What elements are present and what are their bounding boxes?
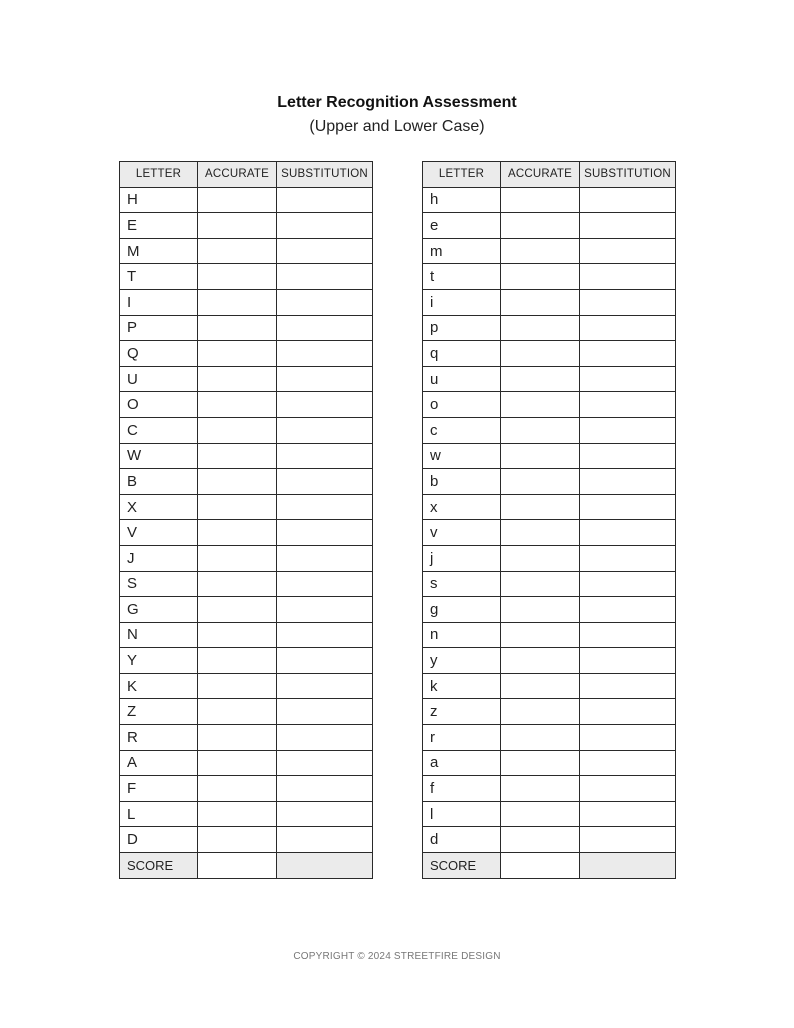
letter-cell: S bbox=[120, 571, 198, 597]
accurate-cell[interactable] bbox=[501, 494, 580, 520]
substitution-cell[interactable] bbox=[580, 341, 676, 367]
letter-cell: q bbox=[423, 341, 501, 367]
accurate-cell[interactable] bbox=[198, 341, 277, 367]
accurate-cell[interactable] bbox=[198, 750, 277, 776]
letter-row bbox=[423, 597, 676, 623]
substitution-cell[interactable] bbox=[277, 648, 373, 674]
substitution-cell[interactable] bbox=[277, 289, 373, 315]
letter-header: LETTER bbox=[120, 162, 198, 188]
letter-cell: w bbox=[423, 443, 501, 469]
accurate-cell[interactable] bbox=[198, 264, 277, 290]
letter-cell: c bbox=[423, 417, 501, 443]
letter-cell: n bbox=[423, 622, 501, 648]
substitution-cell[interactable] bbox=[580, 750, 676, 776]
letter-cell: z bbox=[423, 699, 501, 725]
letter-cell: j bbox=[423, 545, 501, 571]
letter-row bbox=[120, 776, 373, 802]
accurate-cell[interactable] bbox=[198, 571, 277, 597]
letter-cell: y bbox=[423, 648, 501, 674]
accurate-cell[interactable] bbox=[501, 469, 580, 495]
accurate-cell[interactable] bbox=[198, 520, 277, 546]
header-row bbox=[423, 162, 676, 188]
letter-cell: d bbox=[423, 827, 501, 853]
letter-cell: f bbox=[423, 776, 501, 802]
accurate-cell[interactable] bbox=[198, 213, 277, 239]
letter-cell: i bbox=[423, 289, 501, 315]
accurate-cell[interactable] bbox=[501, 673, 580, 699]
letter-row bbox=[423, 469, 676, 495]
accurate-cell[interactable] bbox=[198, 648, 277, 674]
substitution-cell[interactable] bbox=[580, 264, 676, 290]
letter-row bbox=[120, 699, 373, 725]
substitution-cell[interactable] bbox=[580, 443, 676, 469]
substitution-cell[interactable] bbox=[277, 725, 373, 751]
accurate-cell[interactable] bbox=[198, 443, 277, 469]
letter-row bbox=[120, 520, 373, 546]
letter-cell: e bbox=[423, 213, 501, 239]
score-accurate-cell[interactable] bbox=[198, 853, 277, 879]
accurate-cell[interactable] bbox=[198, 827, 277, 853]
letter-cell: N bbox=[120, 622, 198, 648]
accurate-cell[interactable] bbox=[501, 801, 580, 827]
letter-row bbox=[120, 827, 373, 853]
letter-cell: l bbox=[423, 801, 501, 827]
letter-cell: I bbox=[120, 289, 198, 315]
letter-row bbox=[423, 622, 676, 648]
accurate-cell[interactable] bbox=[198, 366, 277, 392]
score-shaded-cell bbox=[277, 853, 373, 879]
substitution-cell[interactable] bbox=[277, 341, 373, 367]
letter-row bbox=[120, 264, 373, 290]
copyright-footer: COPYRIGHT © 2024 STREETFIRE DESIGN bbox=[293, 951, 501, 962]
accurate-cell[interactable] bbox=[501, 264, 580, 290]
accurate-cell[interactable] bbox=[198, 315, 277, 341]
letter-cell: m bbox=[423, 238, 501, 264]
substitution-header: SUBSTITUTION bbox=[277, 162, 373, 188]
accurate-cell[interactable] bbox=[501, 289, 580, 315]
letter-row bbox=[423, 392, 676, 418]
accurate-cell[interactable] bbox=[198, 801, 277, 827]
letter-row bbox=[423, 238, 676, 264]
letter-cell: U bbox=[120, 366, 198, 392]
letter-row bbox=[120, 571, 373, 597]
substitution-cell[interactable] bbox=[277, 699, 373, 725]
substitution-cell[interactable] bbox=[277, 827, 373, 853]
substitution-cell[interactable] bbox=[580, 238, 676, 264]
score-shaded-cell bbox=[580, 853, 676, 879]
letter-cell: A bbox=[120, 750, 198, 776]
substitution-cell[interactable] bbox=[580, 366, 676, 392]
accurate-header: ACCURATE bbox=[501, 162, 580, 188]
accurate-cell[interactable] bbox=[501, 725, 580, 751]
letter-row bbox=[120, 801, 373, 827]
letter-row bbox=[423, 366, 676, 392]
letter-cell: J bbox=[120, 545, 198, 571]
letter-cell: F bbox=[120, 776, 198, 802]
substitution-cell[interactable] bbox=[580, 725, 676, 751]
letter-cell: B bbox=[120, 469, 198, 495]
letter-cell: V bbox=[120, 520, 198, 546]
accurate-cell[interactable] bbox=[198, 392, 277, 418]
accurate-cell[interactable] bbox=[198, 699, 277, 725]
letter-cell: W bbox=[120, 443, 198, 469]
substitution-cell[interactable] bbox=[277, 213, 373, 239]
substitution-cell[interactable] bbox=[277, 545, 373, 571]
letter-row bbox=[423, 750, 676, 776]
accurate-cell[interactable] bbox=[501, 545, 580, 571]
letter-cell: h bbox=[423, 187, 501, 213]
letter-row bbox=[120, 443, 373, 469]
letter-row bbox=[120, 622, 373, 648]
substitution-cell[interactable] bbox=[580, 213, 676, 239]
uppercase-rows bbox=[120, 187, 373, 852]
accurate-cell[interactable] bbox=[198, 597, 277, 623]
accurate-cell[interactable] bbox=[198, 289, 277, 315]
substitution-cell[interactable] bbox=[277, 315, 373, 341]
letter-cell: L bbox=[120, 801, 198, 827]
accurate-cell[interactable] bbox=[501, 238, 580, 264]
letter-cell: x bbox=[423, 494, 501, 520]
letter-row bbox=[423, 545, 676, 571]
score-row bbox=[423, 853, 676, 879]
substitution-cell[interactable] bbox=[277, 673, 373, 699]
accurate-cell[interactable] bbox=[501, 597, 580, 623]
letter-row bbox=[120, 213, 373, 239]
letter-cell: G bbox=[120, 597, 198, 623]
letter-row bbox=[120, 597, 373, 623]
substitution-cell[interactable] bbox=[277, 622, 373, 648]
accurate-cell[interactable] bbox=[198, 725, 277, 751]
letter-cell: H bbox=[120, 187, 198, 213]
accurate-cell[interactable] bbox=[501, 520, 580, 546]
letter-row bbox=[120, 366, 373, 392]
letter-row bbox=[423, 443, 676, 469]
letter-row bbox=[423, 417, 676, 443]
score-label: SCORE bbox=[423, 853, 501, 879]
substitution-cell[interactable] bbox=[277, 469, 373, 495]
letter-row bbox=[120, 187, 373, 213]
score-label: SCORE bbox=[120, 853, 198, 879]
letter-row bbox=[120, 469, 373, 495]
accurate-cell[interactable] bbox=[198, 238, 277, 264]
accurate-cell[interactable] bbox=[501, 648, 580, 674]
accurate-cell[interactable] bbox=[501, 417, 580, 443]
accurate-cell[interactable] bbox=[501, 776, 580, 802]
letter-row bbox=[423, 494, 676, 520]
letter-cell: Z bbox=[120, 699, 198, 725]
substitution-cell[interactable] bbox=[580, 545, 676, 571]
substitution-cell[interactable] bbox=[277, 571, 373, 597]
substitution-cell[interactable] bbox=[580, 187, 676, 213]
accurate-cell[interactable] bbox=[501, 571, 580, 597]
substitution-cell[interactable] bbox=[580, 469, 676, 495]
substitution-cell[interactable] bbox=[277, 392, 373, 418]
accurate-cell[interactable] bbox=[198, 622, 277, 648]
letter-row bbox=[423, 187, 676, 213]
page-title: Letter Recognition Assessment bbox=[277, 94, 517, 111]
score-row bbox=[120, 853, 373, 879]
header-row bbox=[120, 162, 373, 188]
substitution-header: SUBSTITUTION bbox=[580, 162, 676, 188]
letter-row bbox=[120, 392, 373, 418]
letter-row bbox=[120, 238, 373, 264]
substitution-cell[interactable] bbox=[580, 289, 676, 315]
score-accurate-cell[interactable] bbox=[501, 853, 580, 879]
lowercase-table bbox=[422, 161, 676, 879]
letter-cell: E bbox=[120, 213, 198, 239]
letter-row bbox=[423, 315, 676, 341]
accurate-cell[interactable] bbox=[501, 213, 580, 239]
letter-cell: K bbox=[120, 673, 198, 699]
accurate-header: ACCURATE bbox=[198, 162, 277, 188]
letter-cell: p bbox=[423, 315, 501, 341]
accurate-cell[interactable] bbox=[198, 187, 277, 213]
accurate-cell[interactable] bbox=[501, 341, 580, 367]
accurate-cell[interactable] bbox=[501, 443, 580, 469]
substitution-cell[interactable] bbox=[277, 238, 373, 264]
letter-row bbox=[423, 673, 676, 699]
letter-cell: Q bbox=[120, 341, 198, 367]
letter-row bbox=[423, 699, 676, 725]
letter-row bbox=[120, 725, 373, 751]
substitution-cell[interactable] bbox=[580, 776, 676, 802]
substitution-cell[interactable] bbox=[580, 827, 676, 853]
letter-cell: P bbox=[120, 315, 198, 341]
letter-row bbox=[423, 648, 676, 674]
letter-cell: O bbox=[120, 392, 198, 418]
letter-row bbox=[120, 289, 373, 315]
accurate-cell[interactable] bbox=[198, 417, 277, 443]
substitution-cell[interactable] bbox=[580, 520, 676, 546]
substitution-cell[interactable] bbox=[277, 443, 373, 469]
accurate-cell[interactable] bbox=[501, 750, 580, 776]
accurate-cell[interactable] bbox=[501, 827, 580, 853]
letter-cell: s bbox=[423, 571, 501, 597]
letter-row bbox=[423, 341, 676, 367]
accurate-cell[interactable] bbox=[501, 315, 580, 341]
substitution-cell[interactable] bbox=[580, 699, 676, 725]
substitution-cell[interactable] bbox=[277, 597, 373, 623]
accurate-cell[interactable] bbox=[198, 545, 277, 571]
substitution-cell[interactable] bbox=[580, 648, 676, 674]
letter-row bbox=[120, 750, 373, 776]
letter-cell: b bbox=[423, 469, 501, 495]
accurate-cell[interactable] bbox=[501, 392, 580, 418]
substitution-cell[interactable] bbox=[580, 597, 676, 623]
letter-cell: T bbox=[120, 264, 198, 290]
substitution-cell[interactable] bbox=[277, 776, 373, 802]
letter-cell: a bbox=[423, 750, 501, 776]
letter-row bbox=[423, 571, 676, 597]
accurate-cell[interactable] bbox=[501, 187, 580, 213]
uppercase-table bbox=[119, 161, 373, 879]
letter-header: LETTER bbox=[423, 162, 501, 188]
accurate-cell[interactable] bbox=[198, 494, 277, 520]
letter-row bbox=[120, 341, 373, 367]
letter-cell: C bbox=[120, 417, 198, 443]
accurate-cell[interactable] bbox=[501, 622, 580, 648]
letter-cell: g bbox=[423, 597, 501, 623]
letter-cell: Y bbox=[120, 648, 198, 674]
letter-row bbox=[120, 494, 373, 520]
substitution-cell[interactable] bbox=[277, 494, 373, 520]
substitution-cell[interactable] bbox=[277, 264, 373, 290]
letter-row bbox=[423, 827, 676, 853]
lowercase-rows bbox=[423, 187, 676, 852]
accurate-cell[interactable] bbox=[198, 776, 277, 802]
letter-row bbox=[423, 289, 676, 315]
substitution-cell[interactable] bbox=[580, 417, 676, 443]
letter-row bbox=[120, 545, 373, 571]
letter-row bbox=[423, 213, 676, 239]
accurate-cell[interactable] bbox=[198, 673, 277, 699]
letter-row bbox=[423, 264, 676, 290]
substitution-cell[interactable] bbox=[580, 315, 676, 341]
letter-cell: r bbox=[423, 725, 501, 751]
page-subtitle: (Upper and Lower Case) bbox=[309, 118, 485, 135]
letter-row bbox=[423, 776, 676, 802]
substitution-cell[interactable] bbox=[277, 417, 373, 443]
substitution-cell[interactable] bbox=[277, 366, 373, 392]
letter-cell: k bbox=[423, 673, 501, 699]
substitution-cell[interactable] bbox=[277, 187, 373, 213]
substitution-cell[interactable] bbox=[580, 673, 676, 699]
accurate-cell[interactable] bbox=[501, 699, 580, 725]
letter-cell: u bbox=[423, 366, 501, 392]
substitution-cell[interactable] bbox=[580, 392, 676, 418]
letter-row bbox=[120, 417, 373, 443]
substitution-cell[interactable] bbox=[277, 801, 373, 827]
letter-row bbox=[423, 801, 676, 827]
substitution-cell[interactable] bbox=[580, 801, 676, 827]
letter-cell: X bbox=[120, 494, 198, 520]
letter-row bbox=[423, 725, 676, 751]
letter-cell: M bbox=[120, 238, 198, 264]
substitution-cell[interactable] bbox=[277, 520, 373, 546]
letter-row bbox=[120, 673, 373, 699]
accurate-cell[interactable] bbox=[198, 469, 277, 495]
substitution-cell[interactable] bbox=[277, 750, 373, 776]
letter-cell: t bbox=[423, 264, 501, 290]
letter-row bbox=[423, 520, 676, 546]
letter-cell: o bbox=[423, 392, 501, 418]
substitution-cell[interactable] bbox=[580, 571, 676, 597]
substitution-cell[interactable] bbox=[580, 622, 676, 648]
letter-row bbox=[120, 315, 373, 341]
substitution-cell[interactable] bbox=[580, 494, 676, 520]
letter-cell: R bbox=[120, 725, 198, 751]
letter-row bbox=[120, 648, 373, 674]
accurate-cell[interactable] bbox=[501, 366, 580, 392]
letter-cell: D bbox=[120, 827, 198, 853]
letter-cell: v bbox=[423, 520, 501, 546]
